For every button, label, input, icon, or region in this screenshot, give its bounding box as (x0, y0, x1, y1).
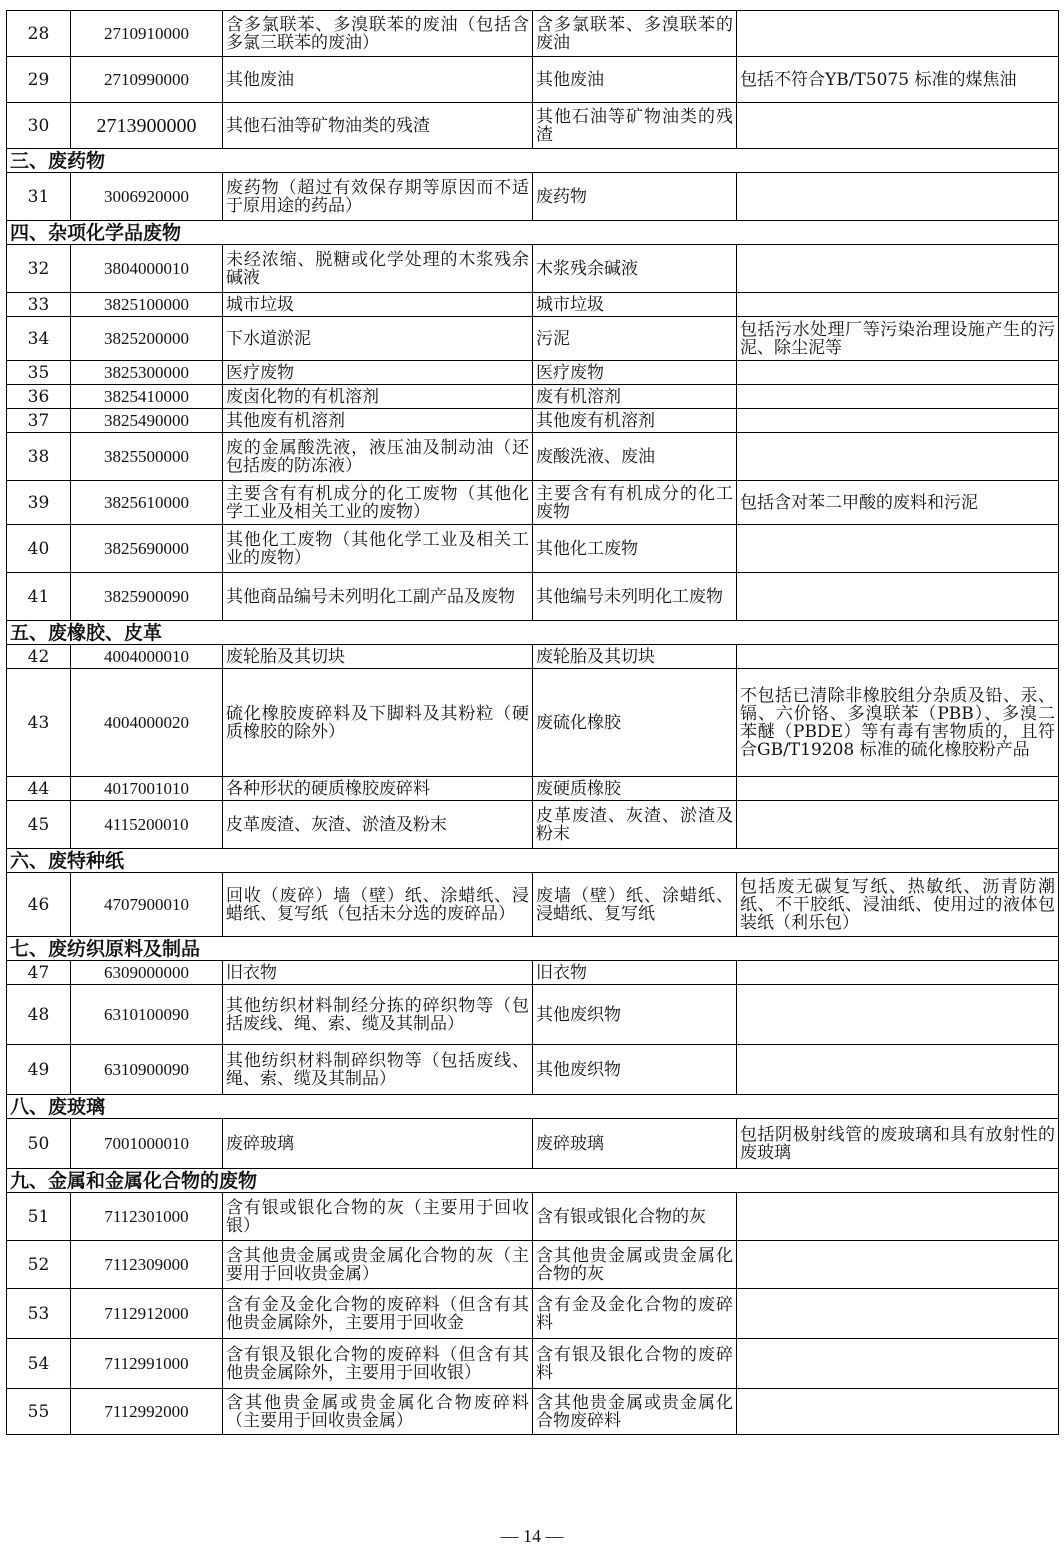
waste-short-name: 废酸洗液、废油 (533, 433, 737, 481)
waste-short-name: 含其他贵金属或贵金属化合物的灰 (533, 1241, 737, 1289)
commodity-code: 6310900090 (71, 1045, 223, 1095)
row-number: 51 (7, 1193, 71, 1241)
waste-short-name: 其他石油等矿物油类的残渣 (533, 103, 737, 149)
waste-short-name: 废硫化橡胶 (533, 669, 737, 777)
waste-short-name: 其他废织物 (533, 1045, 737, 1095)
waste-short-name: 主要含有有机成分的化工废物 (533, 481, 737, 525)
commodity-code: 4115200010 (71, 801, 223, 849)
waste-short-name: 其他废有机溶剂 (533, 409, 737, 433)
row-number: 40 (7, 525, 71, 573)
row-number: 44 (7, 777, 71, 801)
section-heading-row (7, 621, 1059, 645)
table-row (7, 173, 1059, 221)
row-number: 31 (7, 173, 71, 221)
remark: 包括阴极射线管的废玻璃和具有放射性的废玻璃 (737, 1119, 1059, 1169)
section-title: 六、废特种纸 (7, 849, 1059, 873)
table-row (7, 385, 1059, 409)
row-number: 38 (7, 433, 71, 481)
table-row (7, 1241, 1059, 1289)
waste-name: 含多氯联苯、多溴联苯的废油（包括含多氯三联苯的废油） (223, 11, 533, 57)
waste-short-name: 其他废油 (533, 57, 737, 103)
remark (737, 645, 1059, 669)
commodity-code: 4707900010 (71, 873, 223, 937)
row-number: 50 (7, 1119, 71, 1169)
waste-name: 医疗废物 (223, 361, 533, 385)
waste-name: 下水道淤泥 (223, 317, 533, 361)
waste-catalogue-sheet (6, 10, 1058, 1435)
commodity-code: 2710910000 (71, 11, 223, 57)
table-row (7, 669, 1059, 777)
commodity-code: 3825410000 (71, 385, 223, 409)
row-number: 42 (7, 645, 71, 669)
table-body (7, 11, 1059, 1435)
waste-short-name: 含有银或银化合物的灰 (533, 1193, 737, 1241)
remark (737, 1289, 1059, 1339)
waste-name: 废轮胎及其切块 (223, 645, 533, 669)
section-heading-row (7, 937, 1059, 961)
table-row (7, 103, 1059, 149)
waste-short-name: 废药物 (533, 173, 737, 221)
section-title: 四、杂项化学品废物 (7, 221, 1059, 245)
waste-name: 各种形状的硬质橡胶废碎料 (223, 777, 533, 801)
commodity-code: 3825900090 (71, 573, 223, 621)
row-number: 45 (7, 801, 71, 849)
waste-name: 其他化工废物（其他化学工业及相关工业的废物） (223, 525, 533, 573)
commodity-code: 3804000010 (71, 245, 223, 293)
commodity-code: 3825690000 (71, 525, 223, 573)
waste-short-name: 含有银及银化合物的废碎料 (533, 1339, 737, 1389)
waste-name: 其他废油 (223, 57, 533, 103)
waste-short-name: 旧衣物 (533, 961, 737, 985)
waste-name: 硫化橡胶废碎料及下脚料及其粉粒（硬质橡胶的除外） (223, 669, 533, 777)
waste-name: 废药物（超过有效保存期等原因而不适于原用途的药品） (223, 173, 533, 221)
row-number: 43 (7, 669, 71, 777)
waste-name: 含有银或银化合物的灰（主要用于回收银） (223, 1193, 533, 1241)
waste-name: 含有银及银化合物的废碎料（但含有其他贵金属除外，主要用于回收银） (223, 1339, 533, 1389)
remark (737, 433, 1059, 481)
commodity-code: 7112912000 (71, 1289, 223, 1339)
remark (737, 245, 1059, 293)
remark (737, 1241, 1059, 1289)
table-row (7, 777, 1059, 801)
remark (737, 1045, 1059, 1095)
section-heading-row (7, 849, 1059, 873)
row-number: 35 (7, 361, 71, 385)
waste-name: 未经浓缩、脱糖或化学处理的木浆残余碱液 (223, 245, 533, 293)
remark (737, 777, 1059, 801)
row-number: 36 (7, 385, 71, 409)
remark: 包括含对苯二甲酸的废料和污泥 (737, 481, 1059, 525)
section-heading-row (7, 1169, 1059, 1193)
remark (737, 385, 1059, 409)
remark (737, 409, 1059, 433)
commodity-code: 3825100000 (71, 293, 223, 317)
row-number: 48 (7, 985, 71, 1045)
section-title: 三、废药物 (7, 149, 1059, 173)
waste-name: 含其他贵金属或贵金属化合物的灰（主要用于回收贵金属） (223, 1241, 533, 1289)
remark (737, 361, 1059, 385)
waste-name: 其他废有机溶剂 (223, 409, 533, 433)
row-number: 47 (7, 961, 71, 985)
commodity-code: 7001000010 (71, 1119, 223, 1169)
waste-short-name: 含有金及金化合物的废碎料 (533, 1289, 737, 1339)
row-number: 39 (7, 481, 71, 525)
remark (737, 961, 1059, 985)
section-heading-row (7, 149, 1059, 173)
waste-short-name: 废墙（壁）纸、涂蜡纸、浸蜡纸、复写纸 (533, 873, 737, 937)
commodity-code: 3006920000 (71, 173, 223, 221)
row-number: 55 (7, 1389, 71, 1435)
section-heading-row (7, 221, 1059, 245)
waste-short-name: 含多氯联苯、多溴联苯的废油 (533, 11, 737, 57)
waste-catalogue-table (6, 10, 1059, 1435)
commodity-code: 2713900000 (71, 103, 223, 149)
waste-name: 主要含有有机成分的化工废物（其他化学工业及相关工业的废物） (223, 481, 533, 525)
table-row (7, 433, 1059, 481)
waste-short-name: 污泥 (533, 317, 737, 361)
table-row (7, 801, 1059, 849)
row-number: 53 (7, 1289, 71, 1339)
table-row (7, 481, 1059, 525)
remark (737, 573, 1059, 621)
section-title: 七、废纺织原料及制品 (7, 937, 1059, 961)
waste-name: 废的金属酸洗液，液压油及制动油（还包括废的防冻液） (223, 433, 533, 481)
commodity-code: 2710990000 (71, 57, 223, 103)
table-row (7, 361, 1059, 385)
waste-name: 皮革废渣、灰渣、淤渣及粉末 (223, 801, 533, 849)
table-row (7, 293, 1059, 317)
remark (737, 103, 1059, 149)
waste-name: 城市垃圾 (223, 293, 533, 317)
row-number: 54 (7, 1339, 71, 1389)
row-number: 49 (7, 1045, 71, 1095)
page-number: — 14 — (500, 1526, 564, 1546)
waste-short-name: 废有机溶剂 (533, 385, 737, 409)
commodity-code: 4004000010 (71, 645, 223, 669)
waste-short-name: 废碎玻璃 (533, 1119, 737, 1169)
section-title: 五、废橡胶、皮革 (7, 621, 1059, 645)
table-row (7, 1193, 1059, 1241)
remark (737, 173, 1059, 221)
row-number: 33 (7, 293, 71, 317)
remark (737, 1389, 1059, 1435)
waste-short-name: 废轮胎及其切块 (533, 645, 737, 669)
section-heading-row (7, 1095, 1059, 1119)
commodity-code: 6310100090 (71, 985, 223, 1045)
commodity-code: 7112991000 (71, 1339, 223, 1389)
section-title: 八、废玻璃 (7, 1095, 1059, 1119)
row-number: 41 (7, 573, 71, 621)
commodity-code: 7112301000 (71, 1193, 223, 1241)
table-row (7, 961, 1059, 985)
row-number: 28 (7, 11, 71, 57)
remark (737, 11, 1059, 57)
row-number: 34 (7, 317, 71, 361)
remark (737, 1339, 1059, 1389)
waste-name: 其他商品编号未列明化工副产品及废物 (223, 573, 533, 621)
row-number: 32 (7, 245, 71, 293)
table-row (7, 317, 1059, 361)
remark (737, 293, 1059, 317)
waste-short-name: 医疗废物 (533, 361, 737, 385)
table-row (7, 1389, 1059, 1435)
table-row (7, 645, 1059, 669)
remark (737, 1193, 1059, 1241)
row-number: 37 (7, 409, 71, 433)
table-row (7, 409, 1059, 433)
table-row (7, 57, 1059, 103)
waste-short-name: 其他废织物 (533, 985, 737, 1045)
commodity-code: 3825300000 (71, 361, 223, 385)
remark: 包括废无碳复写纸、热敏纸、沥青防潮纸、不干胶纸、浸油纸、使用过的液体包装纸（利乐包） (737, 873, 1059, 937)
commodity-code: 7112992000 (71, 1389, 223, 1435)
table-row (7, 525, 1059, 573)
commodity-code: 3825610000 (71, 481, 223, 525)
table-row (7, 1339, 1059, 1389)
remark: 不包括已清除非橡胶组分杂质及铅、汞、镉、六价铬、多溴联苯（PBB）、多溴二苯醚（PBDE）等有毒有害物质的，且符合GB/T19208 标准的硫化橡胶粉产品 (737, 669, 1059, 777)
waste-name: 其他纺织材料制经分拣的碎织物等（包括废线、绳、索、缆及其制品） (223, 985, 533, 1045)
commodity-code: 3825200000 (71, 317, 223, 361)
waste-short-name: 木浆残余碱液 (533, 245, 737, 293)
waste-short-name: 废硬质橡胶 (533, 777, 737, 801)
section-title: 九、金属和金属化合物的废物 (7, 1169, 1059, 1193)
row-number: 46 (7, 873, 71, 937)
waste-name: 含其他贵金属或贵金属化合物废碎料（主要用于回收贵金属） (223, 1389, 533, 1435)
commodity-code: 4017001010 (71, 777, 223, 801)
remark (737, 985, 1059, 1045)
table-row (7, 873, 1059, 937)
remark (737, 525, 1059, 573)
waste-name: 回收（废碎）墙（壁）纸、涂蜡纸、浸蜡纸、复写纸（包括未分选的废碎品） (223, 873, 533, 937)
waste-name: 旧衣物 (223, 961, 533, 985)
table-row (7, 245, 1059, 293)
waste-short-name: 皮革废渣、灰渣、淤渣及粉末 (533, 801, 737, 849)
table-row (7, 985, 1059, 1045)
waste-short-name: 含其他贵金属或贵金属化合物废碎料 (533, 1389, 737, 1435)
commodity-code: 3825500000 (71, 433, 223, 481)
waste-name: 废卤化物的有机溶剂 (223, 385, 533, 409)
table-row (7, 1045, 1059, 1095)
row-number: 52 (7, 1241, 71, 1289)
remark: 包括污水处理厂等污染治理设施产生的污泥、除尘泥等 (737, 317, 1059, 361)
waste-name: 含有金及金化合物的废碎料（但含有其他贵金属除外，主要用于回收金 (223, 1289, 533, 1339)
waste-name: 其他石油等矿物油类的残渣 (223, 103, 533, 149)
table-row (7, 1289, 1059, 1339)
waste-short-name: 其他化工废物 (533, 525, 737, 573)
commodity-code: 7112309000 (71, 1241, 223, 1289)
waste-short-name: 其他编号未列明化工废物 (533, 573, 737, 621)
table-row (7, 1119, 1059, 1169)
commodity-code: 3825490000 (71, 409, 223, 433)
row-number: 29 (7, 57, 71, 103)
remark: 包括不符合YB/T5075 标准的煤焦油 (737, 57, 1059, 103)
row-number: 30 (7, 103, 71, 149)
remark (737, 801, 1059, 849)
table-row (7, 573, 1059, 621)
waste-name: 其他纺织材料制碎织物等（包括废线、绳、索、缆及其制品） (223, 1045, 533, 1095)
commodity-code: 6309000000 (71, 961, 223, 985)
table-row (7, 11, 1059, 57)
waste-short-name: 城市垃圾 (533, 293, 737, 317)
commodity-code: 4004000020 (71, 669, 223, 777)
waste-name: 废碎玻璃 (223, 1119, 533, 1169)
